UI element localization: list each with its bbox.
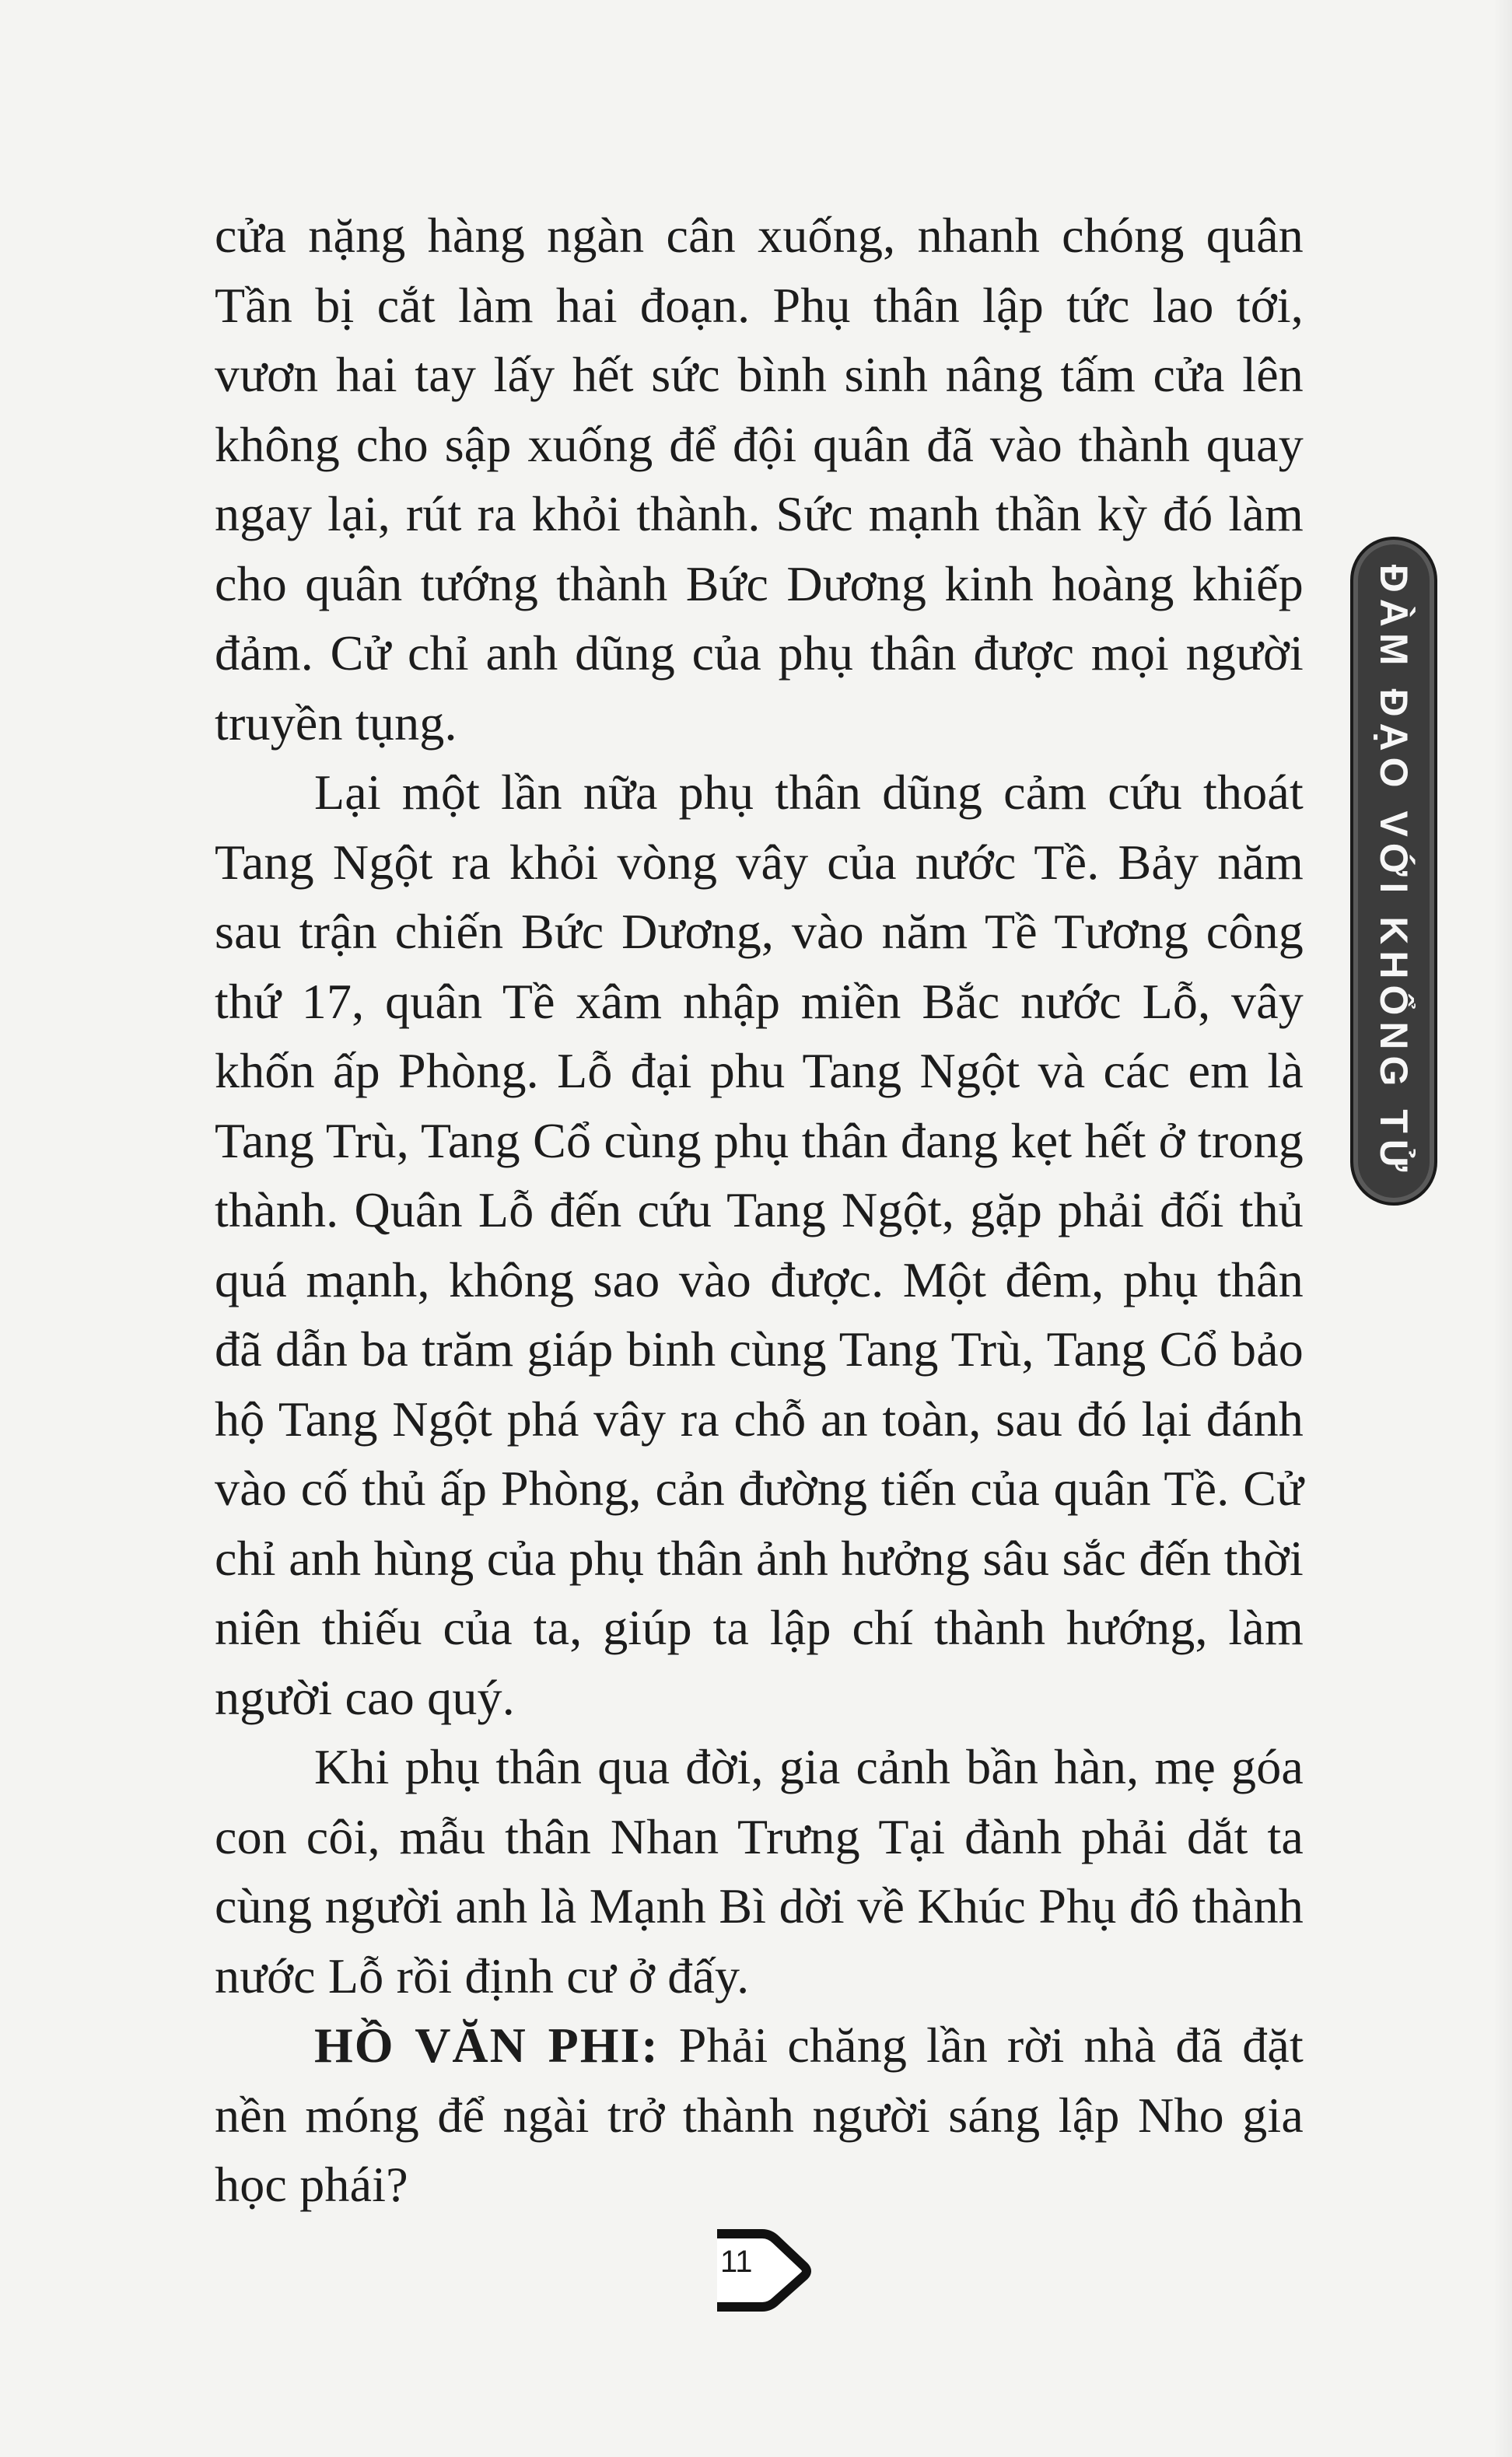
paragraph-4-text: Phải chăng lần rời nhà đã đặt nền móng để ngài trở thành người sáng lập Nho gia học phái? xyxy=(215,2018,1304,2212)
body-text xyxy=(215,201,1304,2220)
side-tab-title: ĐÀM ĐẠO VỚI KHỔNG TỬ xyxy=(1372,564,1416,1178)
paragraph-1: cửa nặng hàng ngàn cân xuống, nhanh chóng quân Tần bị cắt làm hai đoạn. Phụ thân lập tức lao tới, vươn hai tay lấy hết sức bình sinh nâng tấm cửa lên không cho sập xuống để đội quân đã vào thành quay ngay lại, rút ra khỏi thành. Sức mạnh thần kỳ đó làm cho quân tướng thành Bức Dương kinh hoàng khiếp đảm. Cử chỉ anh dũng của phụ thân được mọi người truyền tụng. xyxy=(215,208,1304,751)
page-number: 11 xyxy=(720,2245,753,2279)
paragraph-3: Khi phụ thân qua đời, gia cảnh bần hàn, mẹ góa con côi, mẫu thân Nhan Trưng Tại đành phải dắt ta cùng người anh là Mạnh Bì dời về Khúc Phụ đô thành nước Lỗ rồi định cư ở đấy. xyxy=(215,1739,1304,2004)
paragraph-2: Lại một lần nữa phụ thân dũng cảm cứu thoát Tang Ngột ra khỏi vòng vây của nước Tề. Bảy năm sau trận chiến Bức Dương, vào năm Tề Tương công thứ 17, quân Tề xâm nhập miền Bắc nước Lỗ, vây khốn ấp Phòng. Lỗ đại phu Tang Ngột và các em là Tang Trù, Tang Cổ cùng phụ thân đang kẹt hết ở trong thành. Quân Lỗ đến cứu Tang Ngột, gặp phải đối thủ quá mạnh, không sao vào được. Một đêm, phụ thân đã dẫn ba trăm giáp binh cùng Tang Trù, Tang Cổ bảo hộ Tang Ngột phá vây ra chỗ an toàn, sau đó lại đánh vào cố thủ ấp Phòng, cản đường tiến của quân Tề. Cử chỉ anh hùng của phụ thân ảnh hưởng sâu sắc đến thời niên thiếu của ta, giúp ta lập chí thành hướng, làm người cao quý. xyxy=(215,765,1304,1725)
chapter-side-tab xyxy=(1350,537,1437,1206)
page-number-badge xyxy=(709,2223,818,2316)
paragraph-4 xyxy=(215,2011,1304,2220)
speaker-label: HỒ VĂN PHI: xyxy=(314,2018,660,2073)
page-edge-shadow xyxy=(1493,0,1512,2457)
